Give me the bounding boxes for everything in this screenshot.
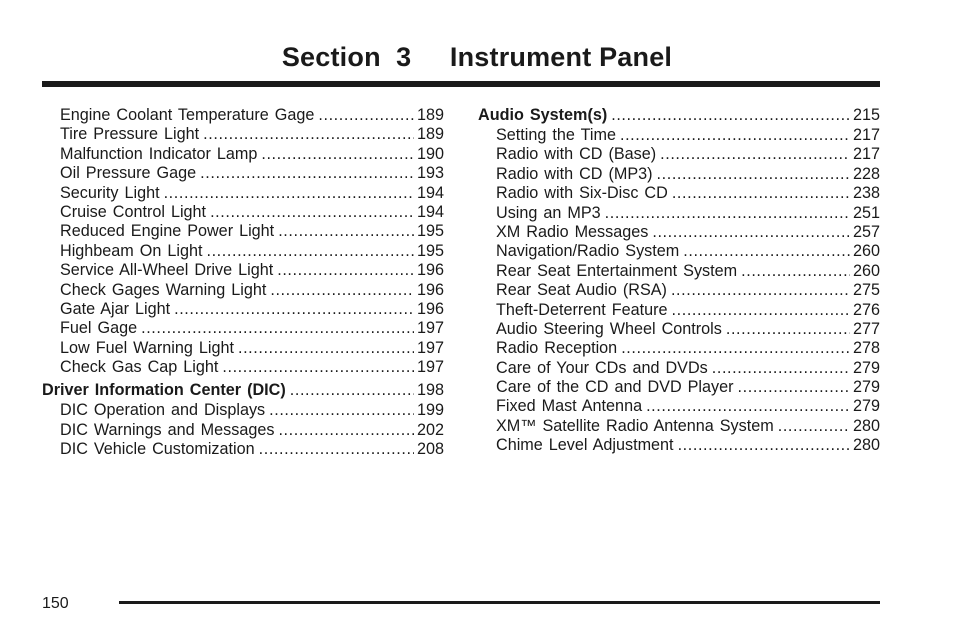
toc-entry-label: Using an MP3 [496,203,601,222]
toc-entry-label: Tire Pressure Light [60,125,200,144]
dot-leader [174,300,414,319]
dot-leader [671,281,850,300]
toc-entry [42,125,444,144]
dot-leader [620,126,850,145]
toc-entry-label: Fuel Gage [60,319,138,338]
toc-entry [478,204,880,223]
toc-entry-label: Security Light [60,183,160,202]
toc-entry-label: Check Gages Warning Light [60,280,267,299]
dot-leader [200,164,414,183]
toc-entry-label: Low Fuel Warning Light [60,338,234,357]
toc-entry [42,281,444,300]
toc-entry-page: 194 [416,202,444,221]
dot-leader [605,204,850,223]
toc-entry [478,417,880,436]
toc-entry-page: 228 [852,164,880,183]
dot-leader [738,378,850,397]
toc-entry [478,436,880,455]
toc-entry-label: Service All-Wheel Drive Light [60,261,274,280]
dot-leader [657,165,850,184]
toc-entry-label: Audio System(s) [478,106,608,124]
section-title: Section 3 Instrument Panel [281,42,673,72]
toc-entry [42,440,444,459]
toc-entry-label: Gate Ajar Light [60,299,171,318]
toc-entry-page: 279 [852,378,880,397]
toc-entry [478,281,880,300]
toc-entry-page: 279 [852,397,880,416]
toc-entry [42,319,444,338]
toc-entry-page: 278 [852,339,880,358]
toc-entry [42,184,444,203]
dot-leader [269,401,414,420]
toc-entry-label: Chime Level Adjustment [496,436,674,455]
toc-entry-label: Engine Coolant Temperature Gage [60,106,315,124]
dot-leader [164,184,414,203]
page-number: 150 [42,595,69,612]
toc-entry-page: 277 [852,319,880,338]
toc-entry-page: 217 [852,126,880,144]
toc-entry [478,301,880,320]
toc-entry-label: Theft-Deterrent Feature [496,300,668,319]
toc-entry [42,164,444,183]
toc-entry-page: 195 [416,222,444,241]
toc-entry-label: Reduced Engine Power Light [60,222,275,241]
toc-entry-label: Fixed Mast Antenna [496,397,643,416]
toc-entry-page: 217 [852,145,880,164]
toc-entry [478,242,880,261]
toc-entry [478,378,880,397]
dot-leader [726,320,850,339]
toc-entry-label: Care of Your CDs and DVDs [496,358,708,377]
toc-entry [42,339,444,358]
dot-leader [683,242,850,261]
toc-entry [478,339,880,358]
toc-entry [42,222,444,241]
dot-leader [203,125,414,144]
toc-entry-page: 195 [416,241,444,260]
toc-left-column [42,106,444,460]
toc-entry-page: 197 [416,319,444,338]
footer-rule [119,601,880,604]
dot-leader [141,319,414,338]
dot-leader [778,417,850,436]
dot-leader [259,440,414,459]
dot-leader [712,359,850,378]
dot-leader [290,381,414,400]
toc-entry-page: 238 [852,184,880,203]
toc-entry-page: 189 [416,106,444,124]
toc-entry [42,358,444,377]
toc-entry-label: Driver Information Center (DIC) [42,381,286,400]
toc-entry-page: 193 [416,164,444,183]
toc-entry-page: 280 [852,416,880,435]
toc-entry-page: 251 [852,203,880,222]
toc-entry [478,223,880,242]
toc-entry [42,300,444,319]
dot-leader [611,106,850,125]
toc-entry-page: 276 [852,300,880,319]
toc-entry [478,184,880,203]
toc-entry [478,262,880,281]
toc-entry [42,203,444,222]
toc-entry-label: XM Radio Messages [496,222,649,241]
toc-entry-label: Care of the CD and DVD Player [496,378,734,397]
dot-leader [318,106,414,125]
dot-leader [646,397,850,416]
toc-entry-label: DIC Operation and Displays [60,401,266,420]
toc-entry-label: Highbeam On Light [60,241,203,260]
toc-entry-label: Audio Steering Wheel Controls [496,319,722,338]
toc-entry-label: Rear Seat Audio (RSA) [496,281,667,300]
toc-entry-label: Radio with CD (MP3) [496,164,653,183]
dot-leader [741,262,850,281]
toc-entry-label: Oil Pressure Gage [60,164,197,183]
dot-leader [277,261,414,280]
toc-entry-page: 196 [416,261,444,280]
toc-entry [42,261,444,280]
toc-entry-page: 197 [416,338,444,357]
dot-leader [222,358,414,377]
toc-entry [42,401,444,420]
toc-entry-page: 279 [852,358,880,377]
toc-entry-label: Navigation/Radio System [496,242,680,261]
toc-entry-page: 202 [416,420,444,439]
dot-leader [210,203,414,222]
toc-entry-page: 189 [416,125,444,144]
toc-heading-entry [42,381,444,401]
dot-leader [678,436,850,455]
dot-leader [261,145,414,164]
dot-leader [672,184,850,203]
toc-entry [42,106,444,125]
toc-entry [42,421,444,440]
toc-entry [478,145,880,164]
dot-leader [238,339,414,358]
toc-entry-page: 199 [416,401,444,420]
toc-entry-page: 208 [416,440,444,459]
toc-entry-label: Radio with Six-Disc CD [496,184,668,203]
toc-right-column [478,106,880,456]
toc-entry-page: 275 [852,281,880,300]
toc-entry-page: 257 [852,222,880,241]
toc-entry-label: Malfunction Indicator Lamp [60,144,258,163]
toc-entry-page: 198 [416,381,444,400]
toc-entry-page: 215 [852,106,880,124]
toc-entry [478,126,880,145]
toc-entry-label: Check Gas Cap Light [60,358,219,377]
toc-entry-label: Radio with CD (Base) [496,145,657,164]
dot-leader [206,242,414,261]
toc-entry-label: Rear Seat Entertainment System [496,261,738,280]
title-rule [42,81,880,87]
toc-entry-label: XM™ Satellite Radio Antenna System [496,416,774,435]
dot-leader [278,421,414,440]
toc-entry-page: 196 [416,299,444,318]
toc-entry-page: 260 [852,261,880,280]
toc-entry [42,145,444,164]
dot-leader [660,145,850,164]
toc-heading-entry [478,106,880,126]
toc-entry-page: 190 [416,144,444,163]
toc-entry-label: Cruise Control Light [60,202,207,221]
toc-entry-page: 280 [852,436,880,455]
toc-entry [42,242,444,261]
toc-entry-label: Setting the Time [496,126,616,144]
toc-entry [478,359,880,378]
toc-entry-label: Radio Reception [496,339,618,358]
toc-entry [478,165,880,184]
toc-entry-page: 260 [852,242,880,261]
dot-leader [672,301,850,320]
toc-entry [478,397,880,416]
toc-entry-page: 197 [416,358,444,377]
toc-entry-page: 194 [416,183,444,202]
toc-entry [478,320,880,339]
dot-leader [621,339,850,358]
toc-entry-page: 196 [416,280,444,299]
dot-leader [278,222,414,241]
toc-entry-label: DIC Vehicle Customization [60,440,255,459]
dot-leader [652,223,850,242]
dot-leader [270,281,414,300]
toc-entry-label: DIC Warnings and Messages [60,420,275,439]
